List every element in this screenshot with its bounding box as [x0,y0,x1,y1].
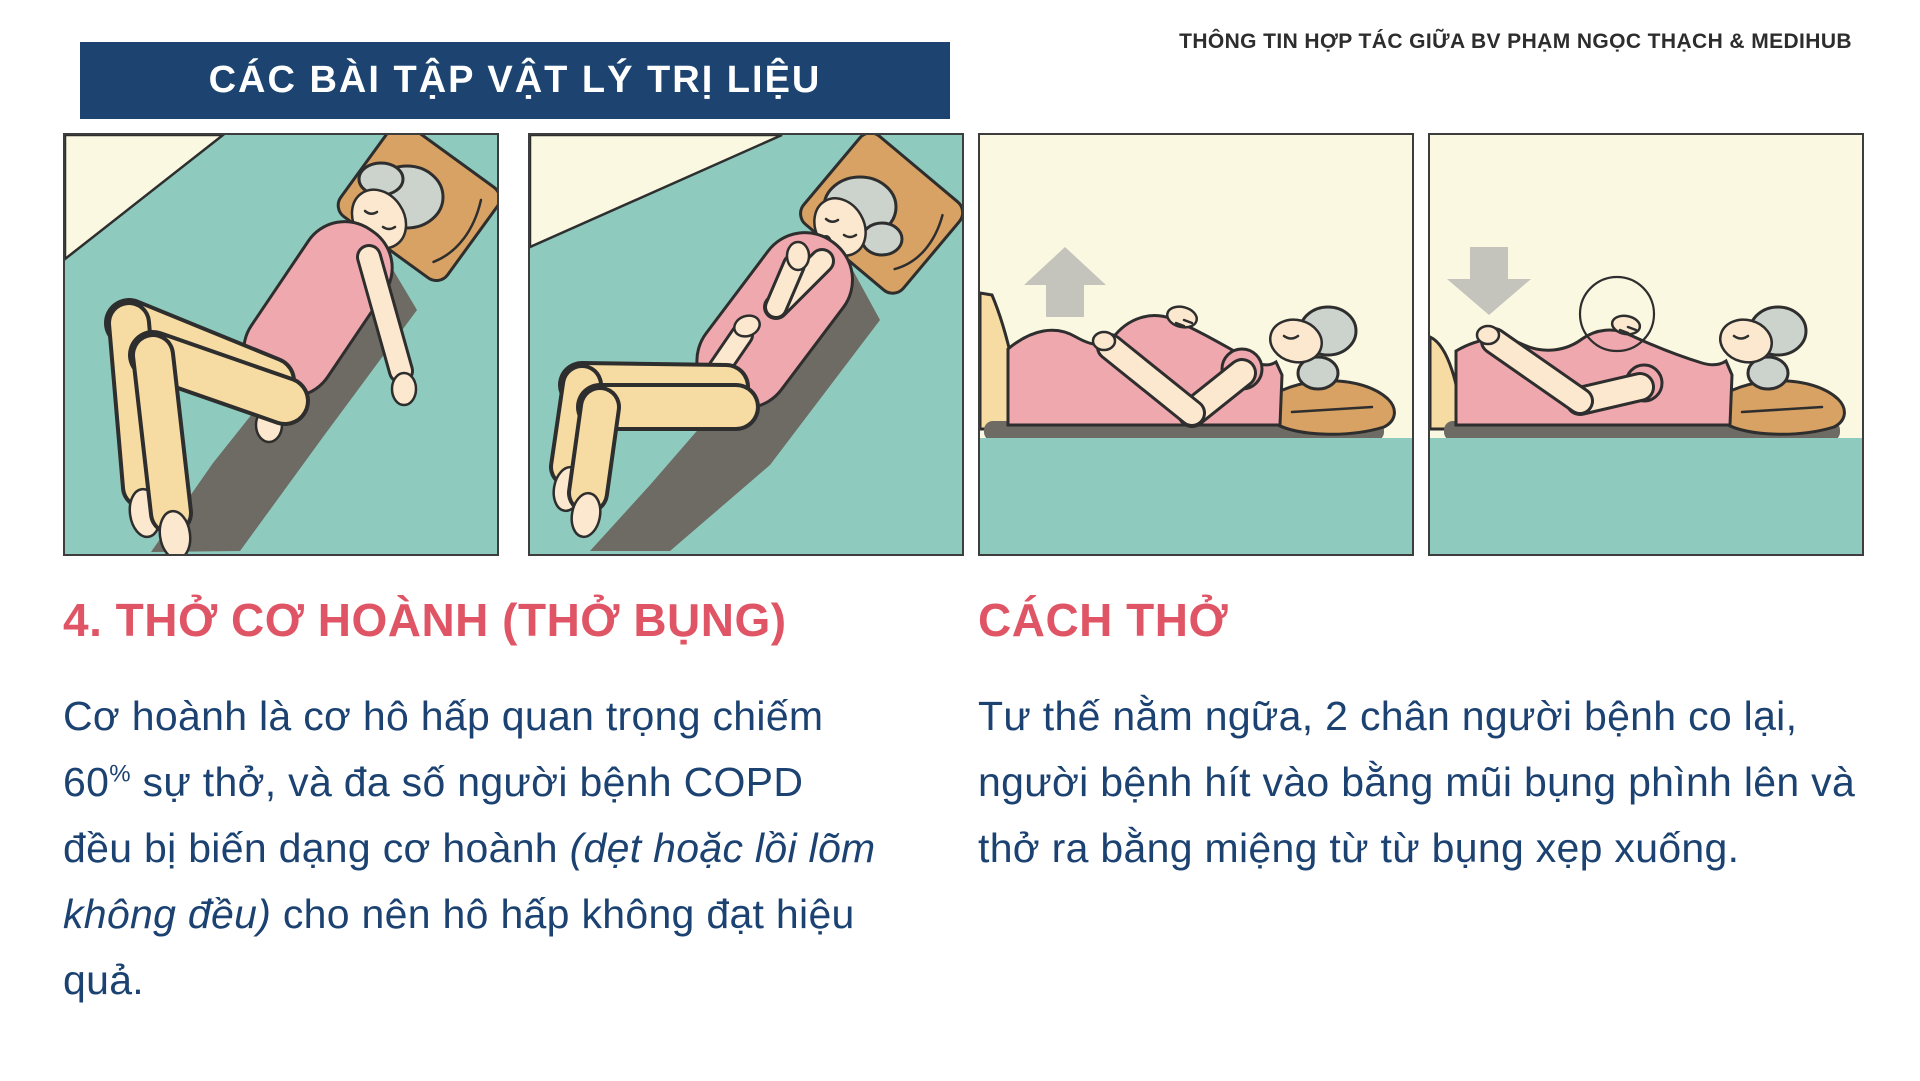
illustration-panel-3 [978,133,1414,556]
supine-knees-bent-illustration [65,135,497,554]
paragraph-text: cho nên hô hấp không đạt hiệu quả. [63,891,855,1003]
percent-superscript: % [109,760,131,788]
paragraph-text: Tư thế nằm ngữa, 2 chân người bệnh co lại, người bệnh hít vào bằng mũi bụng phình lên và thở ra bằng miệng từ từ bụng xẹp xuống. [978,693,1856,871]
page-title: CÁC BÀI TẬP VẬT LÝ TRỊ LIỆU [208,59,822,101]
diaphragm-breathing-paragraph [63,683,883,1013]
paragraph-text: Cơ hoành là cơ hô hấp quan trọng chiếm 60 [63,693,824,805]
exhale-side-view-illustration [1430,135,1862,554]
supine-hands-on-chest-belly-illustration [530,135,962,554]
illustration-panel-4 [1428,133,1864,556]
partnership-note: THÔNG TIN HỢP TÁC GIỮA BV PHẠM NGỌC THẠCH & MEDIHUB [1179,30,1852,53]
diaphragm-breathing-heading: 4. THỞ CƠ HOÀNH (THỞ BỤNG) [63,594,787,646]
illustration-panel-1 [63,133,499,556]
paragraph-text: sự thở, và đa số người bệnh COPD đều bị biến dạng cơ hoành [63,759,804,871]
inhale-side-view-illustration [980,135,1412,554]
illustration-panel-2 [528,133,964,556]
section-title-banner [80,42,950,119]
paragraph-italic-note: (dẹt hoặc lồi lõm không đều) [63,825,876,937]
how-to-breathe-paragraph [978,683,1858,881]
how-to-breathe-heading: CÁCH THỞ [978,594,1229,646]
